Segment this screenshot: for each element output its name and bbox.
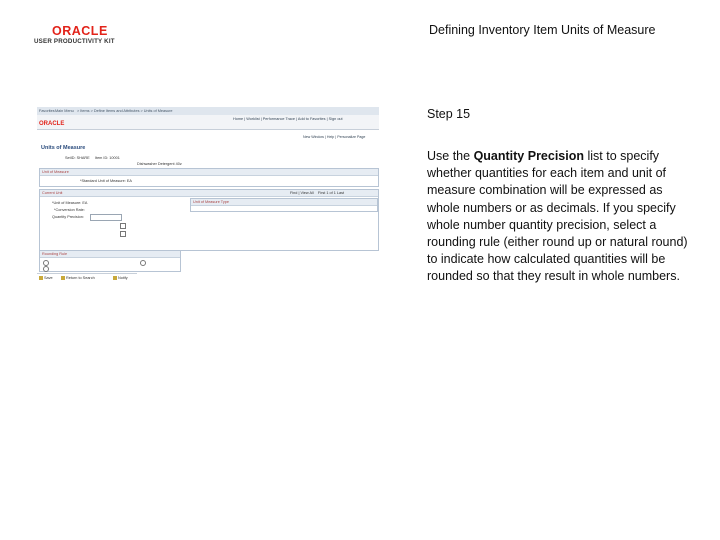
screenshot-measure-type: Unit of Measure Type	[190, 198, 378, 212]
logo-tagline: USER PRODUCTIVITY KIT	[34, 38, 115, 45]
step-instruction	[427, 148, 689, 286]
screenshot-logo: ORACLE	[39, 121, 65, 127]
step-label: Step 15	[427, 107, 471, 121]
screenshot-button-row	[39, 276, 139, 283]
save-button[interactable]: Save	[44, 276, 53, 280]
application-screenshot	[37, 107, 379, 285]
screenshot-setid-row: SetID: SHARE Item ID: 10001	[65, 156, 120, 160]
screenshot-header	[37, 115, 379, 130]
screenshot-new-window-links: New Window | Help | Personalize Page	[303, 135, 366, 139]
screenshot-item-desc: Dishwasher Detergent 40z	[137, 162, 182, 166]
instruction-field-name: Quantity Precision	[473, 149, 585, 163]
natural-round-radio[interactable]	[43, 266, 49, 272]
round-none-radio[interactable]	[140, 260, 146, 266]
screenshot-rounding-box: Rounding Rule	[39, 250, 181, 272]
inventory-unit-checkbox[interactable]	[120, 223, 126, 229]
document-title: Defining Inventory Item Units of Measure	[429, 23, 656, 37]
quantity-precision-select[interactable]	[90, 214, 122, 221]
screenshot-page-title: Units of Measure	[41, 145, 86, 151]
default-unit-checkbox[interactable]	[120, 231, 126, 237]
screenshot-unit-box: Unit of Measure *Standard Unit of Measure: EA	[39, 168, 379, 187]
return-to-search-button[interactable]: Return to Search	[66, 276, 95, 280]
notify-button[interactable]: Notify	[118, 276, 128, 280]
screenshot-header-links: Home | Worklist | Performance Trace | Add to Favorites | Sign out	[233, 117, 343, 121]
screenshot-button-divider	[37, 273, 137, 274]
oracle-upk-logo	[34, 24, 126, 50]
instruction-text-end: list to specify whether quantities for each item and unit of measure combination will be expressed as whole numbers or as decimals. If you specify whole number quantity precision, select a rounding rule (either round up or natural round) to indicate how calculated quantities will be rounded so that they result in whole numbers.	[427, 149, 688, 284]
instruction-text-start: Use the	[427, 149, 474, 163]
screenshot-nav-bar: Favorites Main Menu > Items > Define Items and Attributes > Units of Measure	[37, 107, 379, 115]
logo-wordmark: ORACLE	[52, 24, 108, 38]
screenshot-detail-box: Current Unit Find | View All First 1 of 1 Last *Unit of Measure: EA *Conversion Rate: Quantity Precision: Unit of Measure Type	[39, 189, 379, 251]
